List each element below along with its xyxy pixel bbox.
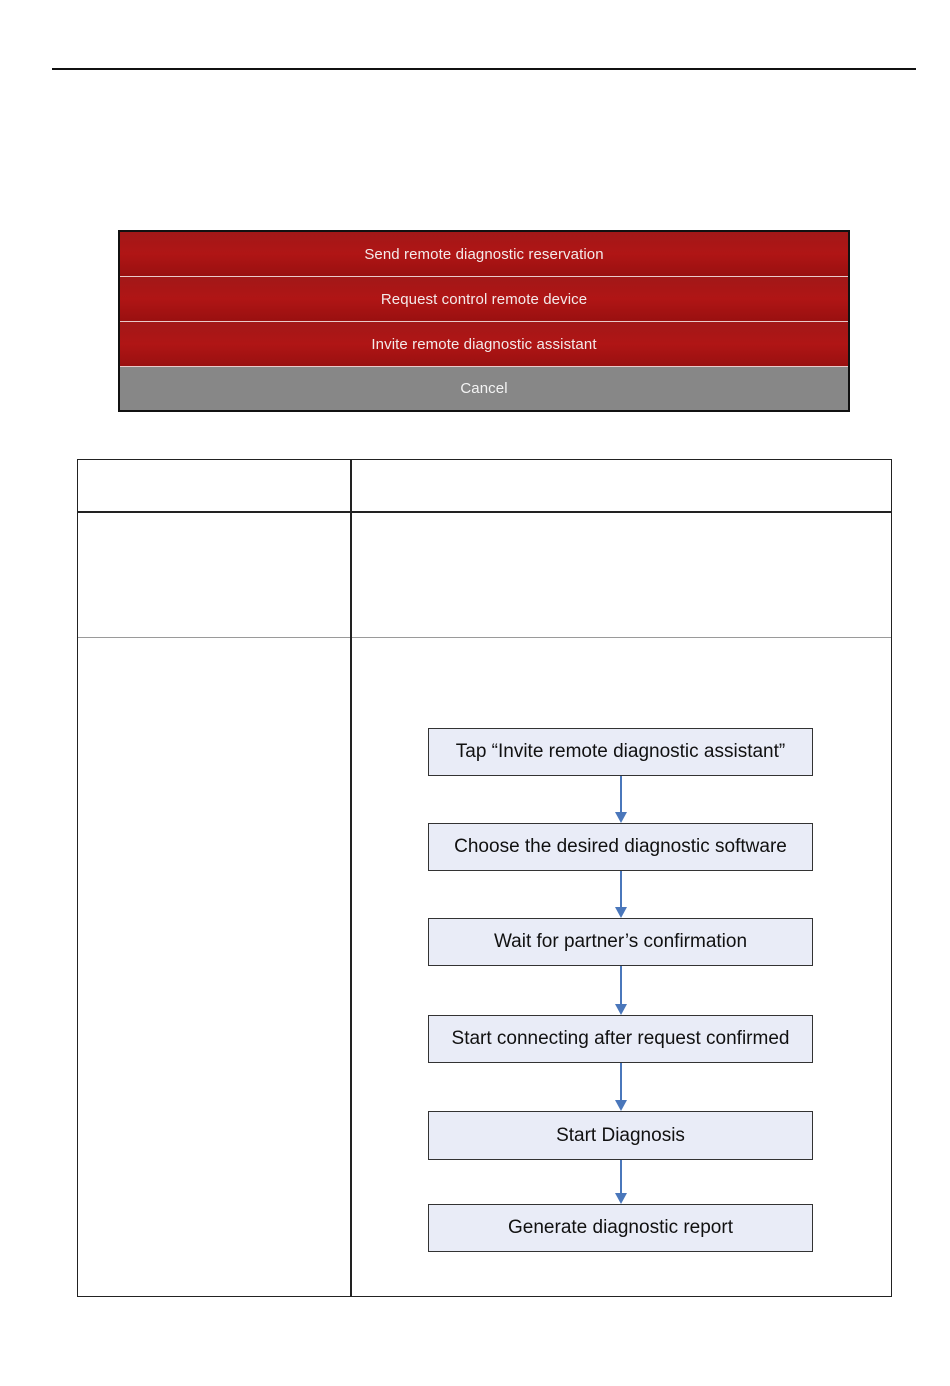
flow-step-choose-software: Choose the desired diagnostic software [428,823,813,871]
flow-step-wait-confirmation: Wait for partner’s confirmation [428,918,813,966]
flow-step-start-connecting: Start connecting after request confirmed [428,1015,813,1063]
header-rule [52,68,916,70]
instruction-table [77,459,892,1297]
flow-step-generate-report: Generate diagnostic report [428,1204,813,1252]
cancel-button[interactable]: Cancel [120,367,848,410]
table-column-divider [350,460,352,1296]
send-reservation-button[interactable]: Send remote diagnostic reservation [120,232,848,276]
table-header-cell [78,460,350,511]
table-cell [78,638,350,1296]
flow-step-tap-invite: Tap “Invite remote diagnostic assistant” [428,728,813,776]
invite-assistant-button[interactable]: Invite remote diagnostic assistant [120,322,848,366]
table-header-cell [352,460,891,511]
remote-diagnosis-menu [118,230,850,412]
request-control-button[interactable]: Request control remote device [120,277,848,321]
table-cell [352,513,891,637]
table-cell [78,513,350,637]
flow-step-start-diagnosis: Start Diagnosis [428,1111,813,1160]
